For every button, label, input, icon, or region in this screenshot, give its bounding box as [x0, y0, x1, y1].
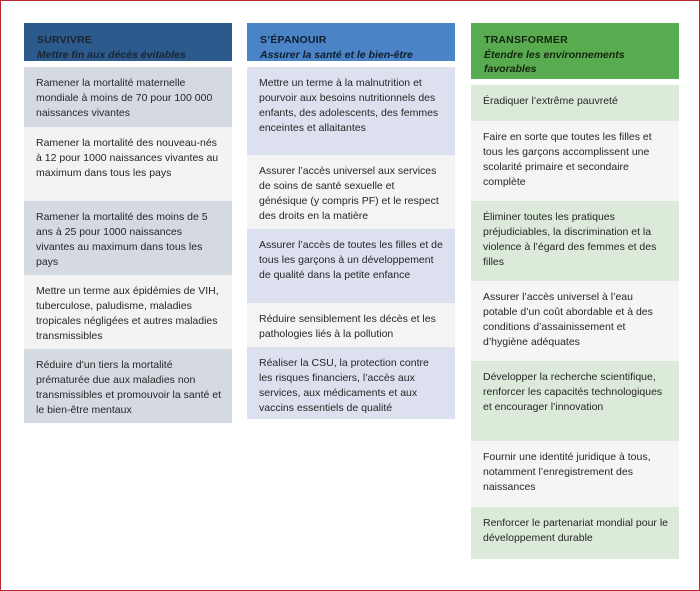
column-subtitle: Étendre les environnements favorables — [484, 49, 625, 75]
target-item: Développer la recherche scientifique, renforcer les capacités technologiques et encourager l’innovation — [471, 361, 679, 441]
target-item: Assurer l’accès universel à l’eau potable d’un coût abordable et à des conditions d’assainissement et d’hygiène adéquates — [471, 281, 679, 361]
target-item: Assurer l’accès de toutes les filles et de tous les garçons à un développement de qualité dans la petite enfance — [247, 229, 455, 303]
target-item: Éradiquer l’extrême pauvreté — [471, 85, 679, 121]
target-item: Réduire d’un tiers la mortalité prématurée due aux maladies non transmissibles et promouvoir la santé et le bien-être mentaux — [24, 349, 232, 423]
target-item: Mettre un terme aux épidémies de VIH, tuberculose, paludisme, maladies tropicales négligées et autres maladies transmissibles — [24, 275, 232, 349]
column-transformer — [471, 23, 679, 559]
target-item: Réaliser la CSU, la protection contre les risques financiers, l’accès aux services, aux médicaments et aux vaccins essentiels de qualité — [247, 347, 455, 419]
column-header — [471, 23, 679, 85]
column-subtitle: Mettre fin aux décès évitables — [37, 49, 186, 61]
target-item: Fournir une identité juridique à tous, notamment l’enregistrement des naissances — [471, 441, 679, 507]
column-subtitle: Assurer la santé et le bien-être — [260, 49, 413, 61]
column-epanouir — [247, 23, 455, 419]
target-item: Ramener la mortalité des moins de 5 ans à 25 pour 1000 naissances vivantes au maximum dans tous les pays — [24, 201, 232, 275]
column-survivre — [24, 23, 232, 423]
column-title: S’ÉPANOUIR — [260, 34, 327, 46]
target-item: Renforcer le partenariat mondial pour le développement durable — [471, 507, 679, 559]
target-item: Ramener la mortalité maternelle mondiale à moins de 70 pour 100 000 naissances vivantes — [24, 67, 232, 127]
target-item: Éliminer toutes les pratiques préjudiciables, la discrimination et la violence à l’égard des femmes et des filles — [471, 201, 679, 281]
column-title: SURVIVRE — [37, 34, 93, 46]
target-item: Ramener la mortalité des nouveau-nés à 12 pour 1000 naissances vivantes au maximum dans tous les pays — [24, 127, 232, 201]
target-item: Réduire sensiblement les décès et les pathologies liés à la pollution — [247, 303, 455, 347]
target-item: Assurer l’accès universel aux services de soins de santé sexuelle et génésique (y compris PF) et le respect des droits en la matière — [247, 155, 455, 229]
column-header — [24, 23, 232, 67]
column-header — [247, 23, 455, 67]
column-title: TRANSFORMER — [484, 34, 568, 46]
target-item: Faire en sorte que toutes les filles et tous les garçons accomplissent une scolarité primaire et secondaire complète — [471, 121, 679, 201]
target-item: Mettre un terme à la malnutrition et pourvoir aux besoins nutritionnels des enfants, des adolescents, des femmes enceintes et allaitantes — [247, 67, 455, 155]
